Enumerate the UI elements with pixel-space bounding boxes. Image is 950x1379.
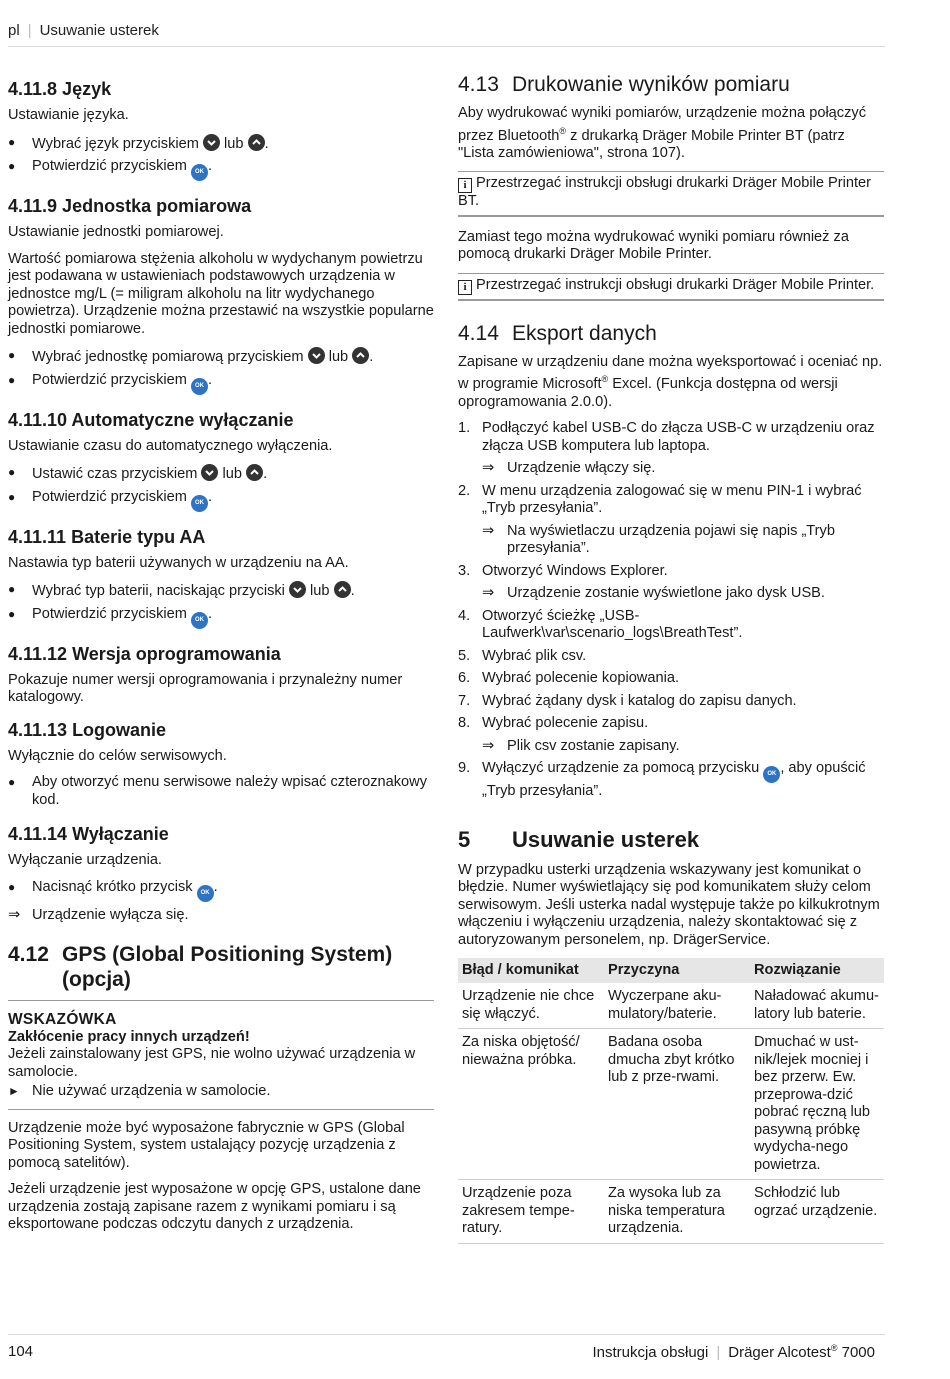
- paragraph: Jeżeli urządzenie jest wyposażone w opcję GPS, ustalone dane urządzenia zostają zapisane razem z wynikami pomiaru i są eksportowane podczas odczytu danych z urządzenia.: [8, 1181, 421, 1232]
- steps-list: [458, 420, 884, 801]
- list-item: 3. Otworzyć Windows Explorer.: [458, 562, 668, 579]
- list-item: 4. Otworzyć ścieżkę „USB-Laufwerk\var\scenario_logs\BreathTest”.: [458, 607, 743, 642]
- paragraph: Wyłącznie do celów serwisowych.: [8, 747, 227, 764]
- page-header: pl | Usuwanie usterek: [8, 22, 885, 47]
- troubleshooting-table: [458, 958, 884, 1244]
- header-lang: pl: [8, 22, 20, 39]
- ok-button-icon: OK: [191, 164, 208, 181]
- section-heading-4-11-14: 4.11.14 Wyłączanie: [8, 824, 169, 844]
- up-button-icon: [248, 134, 265, 151]
- left-column: [8, 72, 434, 1243]
- list-item: 5. Wybrać plik csv.: [458, 647, 587, 664]
- table-cell: Dmuchać w ust-nik/lejek mocniej i bez przerw. Ew. przeprowa-dzić pobrać ręczną lub pasywną próbkę wydycha-nego powietrza.: [746, 1029, 884, 1180]
- section-heading-4-14: 4.14 Eksport danych: [458, 321, 657, 345]
- list-item: 9. Wyłączyć urządzenie za pomocą przycisku OK , aby opuścić „Tryb przesyłania”.: [458, 760, 866, 800]
- paragraph: Pokazuje numer wersji oprogramowania i przynależny numer katalogowy.: [8, 671, 403, 705]
- up-button-icon: [334, 581, 351, 598]
- list-item: 8. Wybrać polecenie zapisu.: [458, 715, 649, 732]
- list-item: ● Aby otworzyć menu serwisowe należy wpisać czteroznakowy kod.: [8, 774, 434, 809]
- section-heading-4-11-10: 4.11.10 Automatyczne wyłączanie: [8, 409, 294, 430]
- down-button-icon: [203, 134, 220, 151]
- ok-button-icon: OK: [191, 495, 208, 512]
- table-cell: Za wysoka lub za niska temperatura urządzenia.: [600, 1180, 746, 1244]
- section-heading-5: 5 Usuwanie usterek: [458, 826, 700, 852]
- table-cell: Naładować akumu-latory lub baterie.: [746, 983, 884, 1029]
- table-row: [458, 1029, 884, 1180]
- ok-button-icon: OK: [197, 885, 214, 902]
- result-item: ⇒ Urządzenie wyłącza się.: [8, 906, 189, 923]
- list-item: ● Ustawić czas przyciskiem lub .: [8, 464, 434, 484]
- paragraph: Nastawia typ baterii używanych w urządzeniu na AA.: [8, 554, 349, 571]
- info-icon: i: [458, 178, 472, 193]
- list-item: 2. W menu urządzenia zalogować się w menu PIN-1 i wybrać „Tryb przesyłania”.: [458, 482, 862, 517]
- notice-title: WSKAZÓWKA: [8, 1011, 117, 1028]
- header-section: Usuwanie usterek: [39, 22, 159, 39]
- section-heading-4-12: 4.12 GPS (Global Positioning System) (opcja): [8, 943, 393, 991]
- section-heading-4-13: 4.13 Drukowanie wyników pomiaru: [458, 73, 790, 96]
- notice-box: [8, 1000, 434, 1110]
- notice-subtitle: Zakłócenie pracy innych urządzeń!: [8, 1029, 250, 1045]
- section-heading-4-11-11: 4.11.11 Baterie typu AA: [8, 526, 206, 547]
- list-item: ● Wybrać jednostkę pomiarową przyciskiem lub .: [8, 347, 434, 367]
- paragraph: Aby wydrukować wyniki pomiarów, urządzenie można połączyć przez Bluetooth® z drukarką Dräger Mobile Printer BT (patrz "Lista zamówieniowa", strona 107).: [458, 105, 866, 161]
- table-row: [458, 983, 884, 1029]
- paragraph: W przypadku usterki urządzenia wskazywany jest komunikat o błędzie. Numer wyświetlający się pod komunikatem służy celom serwisowym. Jeśli usterka nadal występuje także po kilkukrotnym włączeniu i wyłączeniu urządzenia, należy skontaktować się z autoryzowanym personelem, np. DrägerService.: [458, 861, 880, 948]
- result-arrow-icon: ⇒: [482, 522, 495, 539]
- table-cell: Wyczerpane aku-mulatory/baterie.: [600, 983, 746, 1029]
- result-arrow-icon: ⇒: [8, 906, 21, 923]
- info-icon: i: [458, 280, 472, 295]
- info-note: i Przestrzegać instrukcji obsługi drukarki Dräger Mobile Printer.: [458, 273, 884, 301]
- paragraph: Ustawianie czasu do automatycznego wyłączenia.: [8, 437, 333, 454]
- column-header: Błąd / komunikat: [458, 958, 600, 983]
- footer-doc-title: Instrukcja obsługi | Dräger Alcotest® 7000: [592, 1343, 875, 1361]
- page-number: 104: [8, 1343, 34, 1360]
- table-cell: Urządzenie poza zakresem tempe-ratury.: [458, 1180, 600, 1244]
- result-arrow-icon: ⇒: [482, 460, 495, 477]
- paragraph: Urządzenie może być wyposażone fabrycznie w GPS (Global Positioning System, system ustalający pozycję urządzenia z pomocą satelitów).: [8, 1119, 405, 1171]
- list-item: ● Nacisnąć krótko przycisk OK .: [8, 879, 434, 902]
- section-heading-4-11-13: 4.11.13 Logowanie: [8, 719, 167, 740]
- column-header: Przyczyna: [600, 958, 746, 983]
- paragraph: Zamiast tego można wydrukować wyniki pomiaru również za pomocą drukarki Dräger Mobile Printer.: [458, 228, 849, 263]
- result-arrow-icon: ⇒: [482, 585, 495, 602]
- list-item: 7. Wybrać żądany dysk i katalog do zapisu danych.: [458, 692, 797, 709]
- table-cell: Badana osoba dmucha zbyt krótko lub z prze-rwami.: [600, 1029, 746, 1180]
- ok-button-icon: OK: [191, 612, 208, 629]
- list-item: ● Wybrać język przyciskiem lub .: [8, 134, 434, 154]
- right-column: [458, 72, 884, 1244]
- result-item: ⇒ Plik csv zostanie zapisany.: [482, 737, 680, 754]
- list-item: ● Potwierdzić przyciskiem OK .: [8, 372, 434, 395]
- paragraph: Zapisane w urządzeniu dane można wyeksportować i oceniać np. w programie Microsoft® Excel. (Funkcja dostępna od wersji oprogramowania 2.0.0).: [458, 353, 883, 410]
- result-item: ⇒ Urządzenie zostanie wyświetlone jako dysk USB.: [482, 585, 825, 602]
- table-cell: Za niska objętość/ nieważna próbka.: [458, 1029, 600, 1180]
- down-button-icon: [308, 347, 325, 364]
- down-button-icon: [289, 581, 306, 598]
- list-item: ● Wybrać typ baterii, naciskając przyciski lub .: [8, 581, 434, 601]
- table-row: [458, 1180, 884, 1244]
- notice-action: ► Nie używać urządzenia w samolocie.: [8, 1083, 434, 1101]
- paragraph: Ustawianie jednostki pomiarowej.: [8, 224, 224, 240]
- list-item: ● Potwierdzić przyciskiem OK .: [8, 606, 434, 629]
- paragraph: Wyłączanie urządzenia.: [8, 852, 162, 868]
- list-item: 1. Podłączyć kabel USB-C do złącza USB-C w urządzeniu oraz złącza USB komputera lub laptopa.: [458, 420, 875, 454]
- table-cell: Urządzenie nie chce się włączyć.: [458, 983, 600, 1029]
- list-item: ● Potwierdzić przyciskiem OK .: [8, 158, 434, 181]
- section-heading-4-11-12: 4.11.12 Wersja oprogramowania: [8, 643, 281, 664]
- up-button-icon: [352, 347, 369, 364]
- ok-button-icon: OK: [763, 766, 780, 783]
- ok-button-icon: OK: [191, 378, 208, 395]
- notice-body: Jeżeli zainstalowany jest GPS, nie wolno używać urządzenia w samolocie.: [8, 1046, 416, 1080]
- result-item: ⇒ Na wyświetlaczu urządzenia pojawi się napis „Tryb przesyłania”.: [482, 522, 835, 557]
- result-arrow-icon: ⇒: [482, 737, 495, 754]
- section-heading-4-11-9: 4.11.9 Jednostka pomiarowa: [8, 196, 252, 216]
- result-item: ⇒ Urządzenie włączy się.: [482, 460, 656, 477]
- section-heading-4-11-8: 4.11.8 Język: [8, 79, 112, 99]
- list-item: ● Potwierdzić przyciskiem OK .: [8, 489, 434, 512]
- down-button-icon: [201, 464, 218, 481]
- info-note: i Przestrzegać instrukcji obsługi drukarki Dräger Mobile Printer BT.: [458, 171, 884, 217]
- column-header: Rozwiązanie: [746, 958, 884, 983]
- page-footer: [8, 1334, 885, 1360]
- table-cell: Schłodzić lub ogrzać urządzenie.: [746, 1180, 884, 1244]
- table-header-row: [458, 958, 884, 983]
- list-item: 6. Wybrać polecenie kopiowania.: [458, 670, 679, 687]
- paragraph: Ustawianie języka.: [8, 107, 129, 123]
- up-button-icon: [246, 464, 263, 481]
- paragraph: Wartość pomiarowa stężenia alkoholu w wydychanym powietrzu jest podawana w ustawieniach podstawowych urządzenia w jednostce mg/L (= miligram alkoholu na litr wydychanego powietrza). Urządzenie można przestawić na wszystkie popularne jednostki pomiarowe.: [8, 250, 434, 337]
